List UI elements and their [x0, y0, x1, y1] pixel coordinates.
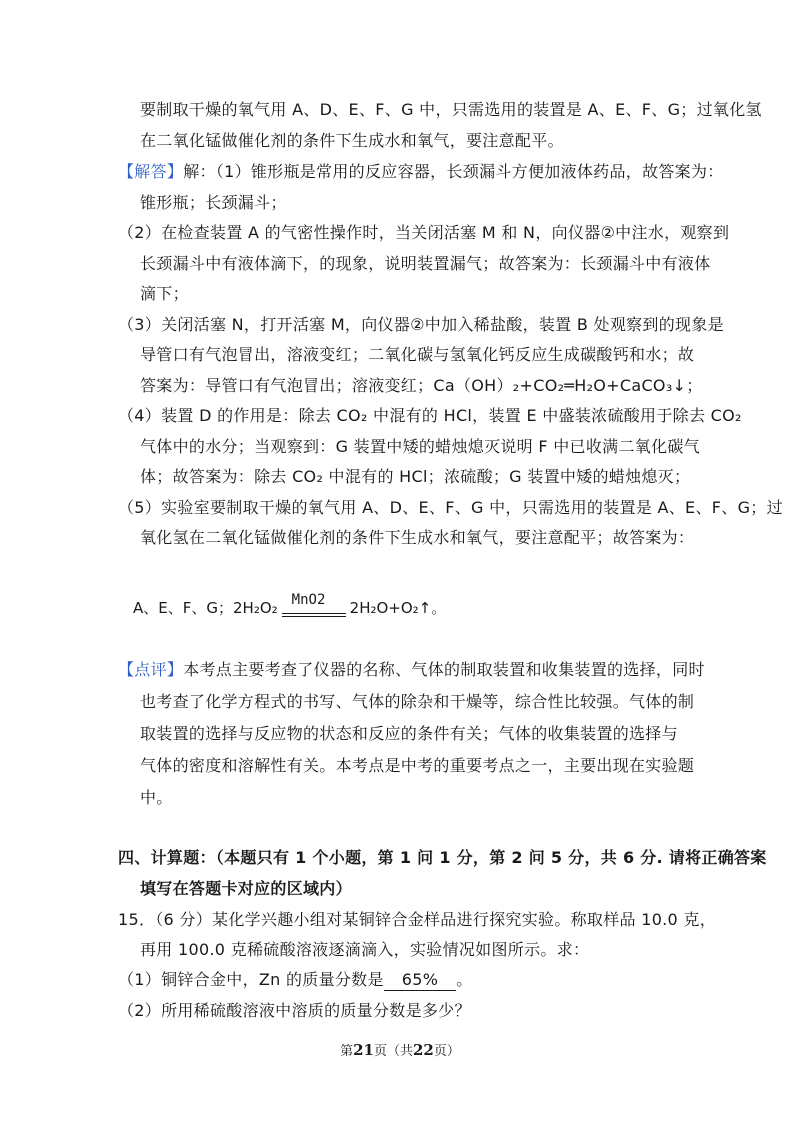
comment-text-3: 取装置的选择与反应物的状态和反应的条件有关；气体的收集装置的选择与: [140, 724, 678, 743]
text-line-14: （5）实验室要制取干燥的氧气用 A、D、E、F、G 中，只需选用的装置是 A、E、F、G；过: [118, 498, 783, 517]
text-line-13: 体；故答案为：除去 CO₂ 中混有的 HCl；浓硫酸；G 装置中矮的蜡烛熄灭；: [140, 467, 691, 486]
text-line-5: （2）在检查装置 A 的气密性操作时，当关闭活塞 M 和 N，向仪器②中注水，观察到: [118, 223, 730, 242]
footer-post: 页）: [433, 1044, 460, 1059]
sub-question-1-answer: 65%: [384, 970, 456, 991]
sub-question-1: [118, 970, 473, 991]
text-line-11: （4）装置 D 的作用是：除去 CO₂ 中混有的 HCl，装置 E 中盛装浓硫酸用于除去 CO₂: [118, 406, 742, 425]
sub-question-2: （2）所用稀硫酸溶液中溶质的质量分数是多少？: [118, 1001, 471, 1020]
question-15-line-1: 15．（6 分）某化学兴趣小组对某铜锌合金样品进行探究实验。称取样品 10.0 克，: [118, 910, 717, 929]
text-line-8: （3）关闭活塞 N，打开活塞 M，向仪器②中加入稀盐酸，装置 B 处观察到的现象是: [118, 315, 724, 334]
text-line-4: 锥形瓶；长颈漏斗；: [140, 193, 287, 212]
comment-text-5: 中。: [140, 788, 173, 807]
footer-mid: 页（共: [373, 1044, 413, 1059]
text-line-15: 氧化氢在二氧化锰做催化剂的条件下生成水和氧气，要注意配平；故答案为：: [140, 528, 695, 547]
question-15-line-2: 再用 100.0 克稀硫酸溶液逐滴滴入，实验情况如图所示。求：: [140, 940, 590, 959]
equation-products: 2H₂O+O₂↑。: [349, 599, 447, 617]
text-line-12: 气体中的水分；当观察到：G 装置中矮的蜡烛熄灭说明 F 中已收满二氧化碳气: [140, 437, 700, 456]
section-heading: 四、计算题：（本题只有 1 个小题，第 1 问 1 分，第 2 问 5 分，共 6 分. 请将正确答案: [118, 848, 767, 867]
chemical-equation: [133, 594, 446, 618]
comment-text-2: 也考查了化学方程式的书写、气体的除杂和干燥等，综合性比较强。气体的制: [140, 692, 695, 711]
comment-text-1: 本考点主要考查了仪器的名称、气体的制取装置和收集装置的选择，同时: [183, 660, 705, 679]
comment-text-4: 气体的密度和溶解性有关。本考点是中考的重要考点之一，主要出现在实验题: [140, 756, 695, 775]
text-line-9: 导管口有气泡冒出，溶液变红；二氧化碳与氢氧化钙反应生成碳酸钙和水；故: [140, 345, 695, 364]
text-line-2: 在二氧化锰做催化剂的条件下生成水和氧气，要注意配平。: [140, 131, 564, 150]
footer-total-pages: 22: [413, 1041, 434, 1059]
sub-question-1-text: （1）铜锌合金中，Zn 的质量分数是: [118, 970, 384, 989]
footer-pre: 第: [340, 1044, 354, 1059]
text-line-7: 滴下；: [140, 284, 189, 303]
footer-page-number: 21: [353, 1041, 374, 1059]
answer-text: 解：（1）锥形瓶是常用的反应容器，长颈漏斗方便加液体药品，故答案为：: [183, 162, 724, 181]
equals-line-top: [282, 613, 346, 614]
section-heading-cont: 填写在答题卡对应的区域内）: [140, 879, 352, 898]
sub-question-1-end: 。: [456, 970, 473, 989]
equation-reactants: A、E、F、G；2H₂O₂: [133, 599, 278, 617]
answer-label: 【解答】: [118, 162, 184, 181]
answer-heading-line: [118, 162, 724, 182]
page-footer: [0, 1040, 800, 1059]
equals-line-bottom: [282, 616, 346, 617]
text-line-1: 要制取干燥的氧气用 A、D、E、F、G 中，只需选用的装置是 A、E、F、G；过氧化氢: [140, 100, 762, 119]
catalyst-label: MnO2: [291, 592, 326, 608]
text-line-6: 长颈漏斗中有液体滴下，的现象，说明装置漏气；故答案为：长颈漏斗中有液体: [140, 254, 711, 273]
comment-label: 【点评】: [118, 660, 184, 679]
catalyst-condition: [282, 594, 346, 618]
comment-heading-line: [118, 660, 705, 680]
text-line-10: 答案为：导管口有气泡冒出；溶液变红；Ca（OH）₂+CO₂═H₂O+CaCO₃↓；: [140, 376, 703, 395]
